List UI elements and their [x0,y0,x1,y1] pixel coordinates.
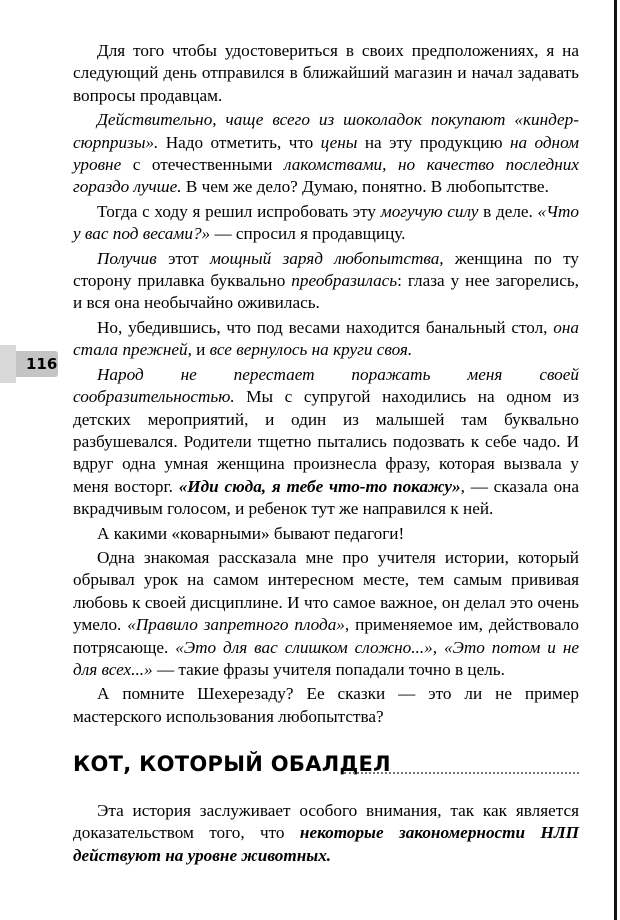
paragraph [73,201,579,246]
italic-run: все вернулось на круги своя. [209,340,413,360]
text-run: в деле. [478,201,538,221]
italic-run: Народ не перестает поражать меня своей сообразительностью. [73,364,579,407]
italic-run: преобразилась [291,271,398,291]
text-run: : глаза у нее загорелись, и вся она необычайно оживилась. [73,271,579,313]
italic-run: мощный заряд любопытства, [209,248,444,268]
body-text [73,40,579,728]
text-run: , применяемое им, действовало потрясающе. [73,615,579,657]
text-run: — такие фразы учителя попадали точно в цель. [152,659,505,679]
text-run: Одна знакомая рассказала мне про учителя истории, который обрывал урок на самом интересном месте, тем самым прививая любовь к своей дисциплине. И что самое важное, он делал это очень умело. [73,547,579,635]
text-run: Но, убедившись, что под весами находится банальный стол, [97,317,554,337]
bold-italic-run: некоторые закономерности НЛП действуют на уровне животных. [73,823,580,865]
text-run: Для того чтобы удостовериться в своих предположениях, я на следующий день отправился в ближайший магазин и начал задавать вопросы продавцам. [73,41,579,105]
paragraph [73,683,579,728]
paragraph [73,800,579,867]
text-run: А какими «коварными» бывают педагоги! [97,523,405,543]
italic-run: «Это для вас слишком сложно...», «Это потом и не для всех...» [73,637,579,679]
text-run: В чем же дело? Думаю, понятно. В любопытстве. [181,177,549,197]
section-heading: КОТ, КОТОРЫЙ ОБАЛДЕЛ [73,752,391,776]
text-run: , — сказала она вкрадчивым голосом, и ребенок тут же направился к ней. [73,476,579,519]
text-run: на эту продукцию [357,132,510,152]
section-intro-text [73,800,579,867]
text-run: Эта история заслуживает особого внимания, так как является доказательством того, что [73,801,579,843]
text-run: Тогда с ходу я решил испробовать эту [97,201,381,221]
italic-run: лакомствами, но качество последних гораздо лучше. [73,155,579,197]
text-run: А помните Шехерезаду? Ее сказки — это ли не пример мастерского использования любопытства? [73,684,579,726]
page-number-tab [0,351,58,377]
text-run: Надо отметить, что [158,132,321,152]
italic-run: «Что у вас под весами?» [73,201,579,244]
italic-run: она стала прежней [73,317,579,360]
text-run: Мы с супругой находились на одном из детских мероприятий, и один из малышей там буквально разбушевался. Родители тщетно пытались подозвать к себе чадо. И вдруг одна умная женщина произнесла фразу, которая вызвала у меня восторг. [73,387,579,496]
paragraph [73,109,579,199]
text-run: этот [156,248,210,268]
italic-run: Действительно, чаще всего из шоколадок покупают «киндер-сюрпризы». [73,110,579,152]
text-run: женщина по ту сторону прилавка буквально [73,248,580,291]
paragraph [73,40,579,107]
italic-run: «Правило запретного плода» [127,615,345,635]
emphasis-run [179,477,461,496]
paragraph [73,317,579,362]
text-run: с отечественными [121,155,285,175]
paragraph [73,523,579,545]
italic-run: могучую силу [380,201,479,221]
paragraph [73,364,579,521]
text-run: — спросил я продавщицу. [210,224,406,244]
italic-run: на одном уровне [73,132,579,175]
italic-run: цены [320,132,358,152]
page-edge-border [614,0,617,920]
paragraph [73,547,579,681]
text-run: , и [187,340,210,360]
paragraph [73,248,579,315]
heading-dotted-rule [344,772,579,774]
page-number: 116 [26,355,58,373]
bold-italic-run: «Иди сюда, я тебе что-то покажу» [178,476,461,496]
italic-run: Получив [97,248,157,268]
